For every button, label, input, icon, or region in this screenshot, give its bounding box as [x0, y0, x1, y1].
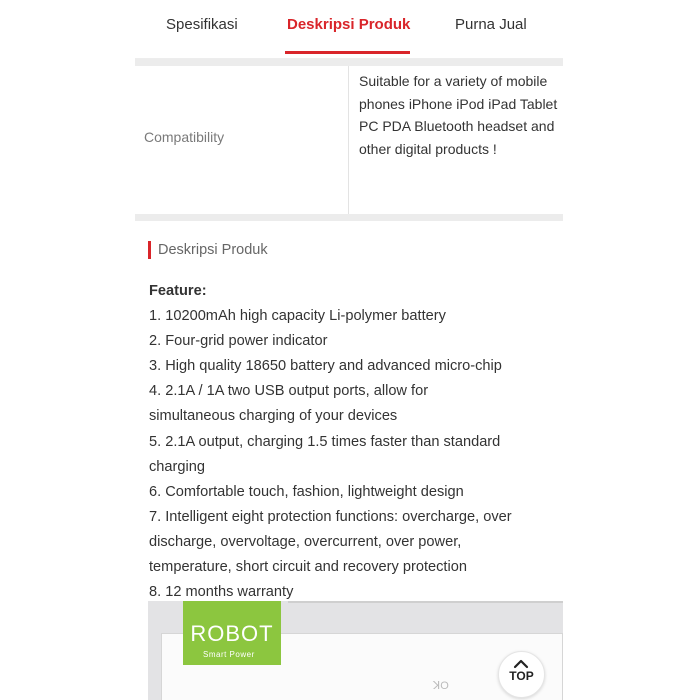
- chevron-up-icon: [513, 659, 529, 669]
- tab-bar: [135, 0, 563, 59]
- scroll-to-top-button[interactable]: [498, 651, 545, 698]
- feature-line: 2. Four-grid power indicator: [149, 333, 328, 350]
- feature-line: 5. 2.1A output, charging 1.5 times faster than standard: [149, 433, 501, 450]
- feature-line: simultaneous charging of your devices: [149, 408, 398, 425]
- product-logo-mark: ꓘO: [433, 680, 449, 692]
- brand-logo: [183, 601, 281, 665]
- feature-line: 6. Comfortable touch, fashion, lightweight design: [149, 483, 464, 500]
- section-divider: [135, 214, 563, 221]
- feature-line: 8. 12 months warranty: [149, 584, 294, 601]
- feature-line: temperature, short circuit and recovery protection: [149, 559, 467, 576]
- active-tab-indicator: [285, 51, 410, 54]
- feature-line: 3. High quality 18650 battery and advanced micro-chip: [149, 358, 502, 375]
- product-box-edge: [288, 601, 563, 603]
- section-divider: [135, 59, 563, 66]
- tab-purna-jual[interactable]: Purna Jual: [455, 16, 527, 33]
- feature-line: charging: [149, 458, 205, 475]
- feature-heading: Feature:: [149, 283, 207, 299]
- feature-line: 7. Intelligent eight protection functions: overcharge, over: [149, 508, 512, 525]
- scroll-to-top-label: TOP: [509, 669, 534, 683]
- feature-line: discharge, overvoltage, overcurrent, over power,: [149, 533, 462, 550]
- product-detail-page: [135, 0, 563, 700]
- spec-value: Suitable for a variety of mobile phones iPhone iPod iPad Tablet PC PDA Bluetooth headset and other digital products !: [359, 73, 558, 157]
- tab-spesifikasi[interactable]: Spesifikasi: [166, 16, 238, 33]
- spec-label: Compatibility: [144, 129, 225, 145]
- description-body: [149, 279, 559, 605]
- spec-column-divider: [348, 66, 349, 214]
- feature-line: 1. 10200mAh high capacity Li-polymer battery: [149, 308, 446, 325]
- tab-deskripsi-produk[interactable]: Deskripsi Produk: [287, 16, 411, 33]
- brand-name: ROBOT: [190, 621, 274, 646]
- brand-tagline: Smart Power: [203, 650, 255, 659]
- description-section-title: Deskripsi Produk: [148, 241, 268, 259]
- feature-line: 4. 2.1A / 1A two USB output ports, allow for: [149, 383, 429, 400]
- spec-row-compatibility: [135, 66, 563, 214]
